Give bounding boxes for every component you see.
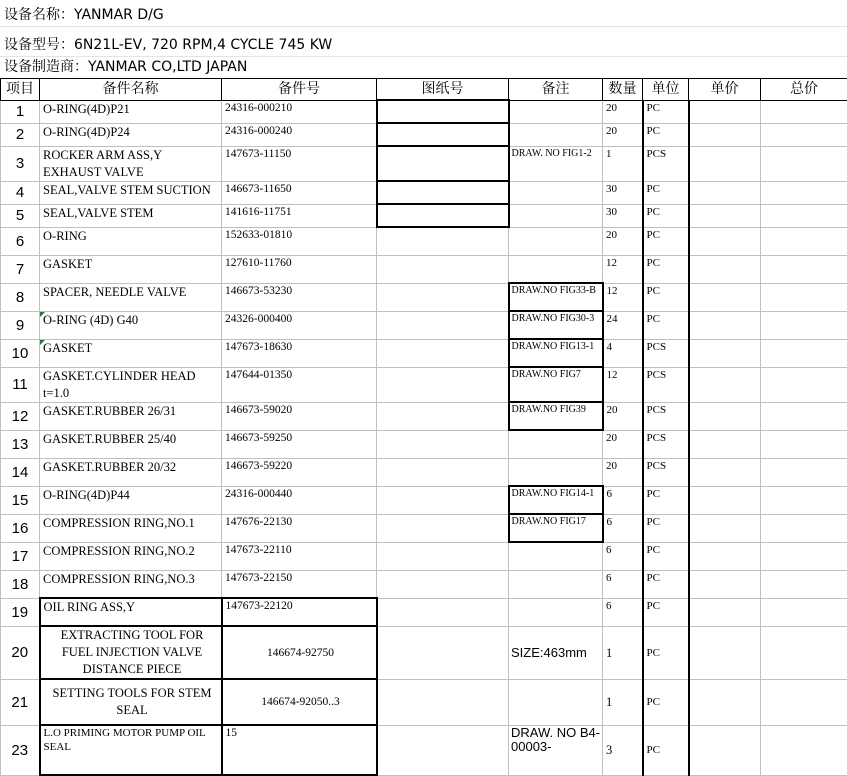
drawing-number-cell[interactable] xyxy=(377,204,509,227)
part-name-cell[interactable]: O-RING xyxy=(40,227,222,255)
quantity-cell[interactable]: 3 xyxy=(603,725,643,775)
item-no-cell[interactable]: 4 xyxy=(1,181,40,204)
part-name-cell[interactable]: GASKET.CYLINDER HEAD t=1.0 xyxy=(40,367,222,402)
remark-cell[interactable] xyxy=(509,123,603,146)
col-header-quantity: 数量 xyxy=(603,79,643,101)
quantity-cell[interactable]: 1 xyxy=(603,626,643,679)
comment-marker-icon[interactable] xyxy=(40,312,45,317)
unit-price-cell[interactable] xyxy=(689,514,761,542)
item-no-cell[interactable]: 19 xyxy=(1,598,40,626)
total-price-cell[interactable] xyxy=(761,570,847,598)
unit-price-cell[interactable] xyxy=(689,100,761,123)
drawing-number-cell[interactable] xyxy=(377,339,509,367)
quantity-cell[interactable]: 20 xyxy=(603,123,643,146)
table-row xyxy=(1,598,847,626)
table-row xyxy=(1,204,847,227)
part-number-cell[interactable]: 147673-22150 xyxy=(222,570,377,598)
total-price-cell[interactable] xyxy=(761,725,847,775)
part-number-cell[interactable]: 15 xyxy=(222,725,377,775)
part-number-cell[interactable]: 24316-000240 xyxy=(222,123,377,146)
remark-cell[interactable] xyxy=(509,598,603,626)
manufacturer-row xyxy=(0,56,847,78)
unit-price-cell[interactable] xyxy=(689,626,761,679)
drawing-number-cell[interactable] xyxy=(377,146,509,181)
remark-cell[interactable] xyxy=(509,227,603,255)
part-number-cell[interactable]: 147673-22110 xyxy=(222,542,377,570)
table-row xyxy=(1,402,847,430)
unit-cell[interactable]: PC xyxy=(643,486,689,514)
unit-cell[interactable]: PC xyxy=(643,311,689,339)
total-price-cell[interactable] xyxy=(761,542,847,570)
unit-price-cell[interactable] xyxy=(689,598,761,626)
equipment-name-row xyxy=(0,4,847,27)
remark-cell[interactable] xyxy=(509,430,603,458)
part-number-cell[interactable]: 146674-92750 xyxy=(222,626,377,679)
item-no-cell[interactable]: 14 xyxy=(1,458,40,486)
drawing-number-cell[interactable] xyxy=(377,679,509,725)
part-number-cell[interactable]: 146673-59220 xyxy=(222,458,377,486)
part-name-cell[interactable]: L.O PRIMING MOTOR PUMP OIL SEAL xyxy=(40,725,222,775)
drawing-number-cell[interactable] xyxy=(377,458,509,486)
unit-price-cell[interactable] xyxy=(689,542,761,570)
table-row xyxy=(1,100,847,123)
quantity-cell[interactable]: 4 xyxy=(603,339,643,367)
remark-cell[interactable]: DRAW.NO FIG13-1 xyxy=(509,339,603,367)
unit-price-cell[interactable] xyxy=(689,402,761,430)
remark-cell[interactable] xyxy=(509,255,603,283)
part-name-cell[interactable]: GASKET xyxy=(40,339,222,367)
item-no-cell[interactable]: 9 xyxy=(1,311,40,339)
unit-cell[interactable]: PC xyxy=(643,100,689,123)
equipment-model: 设备型号：6N21L-EV, 720 RPM,4 CYCLE 745 KW xyxy=(0,37,332,53)
remark-cell[interactable]: DRAW.NO FIG7 xyxy=(509,367,603,402)
remark-cell[interactable] xyxy=(509,679,603,725)
item-no-cell[interactable]: 10 xyxy=(1,339,40,367)
equipment-name: 设备名称：YANMAR D/G xyxy=(0,7,164,23)
drawing-number-cell[interactable] xyxy=(377,570,509,598)
unit-cell[interactable]: PCS xyxy=(643,402,689,430)
table-row xyxy=(1,458,847,486)
quantity-cell[interactable]: 1 xyxy=(603,679,643,725)
table-row xyxy=(1,542,847,570)
quantity-cell[interactable]: 30 xyxy=(603,204,643,227)
unit-cell[interactable]: PC xyxy=(643,227,689,255)
item-no-cell[interactable]: 12 xyxy=(1,402,40,430)
item-no-cell[interactable]: 1 xyxy=(1,100,40,123)
item-no-cell[interactable]: 21 xyxy=(1,679,40,725)
remark-cell[interactable] xyxy=(509,458,603,486)
drawing-number-cell[interactable] xyxy=(377,181,509,204)
part-number-cell[interactable]: 24316-000440 xyxy=(222,486,377,514)
drawing-number-cell[interactable] xyxy=(377,402,509,430)
item-no-cell[interactable]: 7 xyxy=(1,255,40,283)
part-name-cell[interactable]: GASKET.RUBBER 20/32 xyxy=(40,458,222,486)
drawing-number-cell[interactable] xyxy=(377,542,509,570)
drawing-number-cell[interactable] xyxy=(377,283,509,311)
item-no-cell[interactable]: 23 xyxy=(1,725,40,775)
col-header-item-no: 项目 xyxy=(1,79,40,101)
total-price-cell[interactable] xyxy=(761,430,847,458)
total-price-cell[interactable] xyxy=(761,626,847,679)
remark-cell[interactable] xyxy=(509,542,603,570)
unit-cell[interactable]: PC xyxy=(643,542,689,570)
equipment-model-row xyxy=(0,34,847,57)
unit-cell[interactable]: PC xyxy=(643,570,689,598)
total-price-cell[interactable] xyxy=(761,227,847,255)
part-name-cell[interactable]: COMPRESSION RING,NO.3 xyxy=(40,570,222,598)
table-row xyxy=(1,146,847,181)
part-name-cell[interactable]: SPACER, NEEDLE VALVE xyxy=(40,283,222,311)
table-row xyxy=(1,123,847,146)
item-no-cell[interactable]: 18 xyxy=(1,570,40,598)
total-price-cell[interactable] xyxy=(761,514,847,542)
unit-cell[interactable]: PC xyxy=(643,598,689,626)
part-name-cell[interactable]: ROCKER ARM ASS,Y EXHAUST VALVE xyxy=(40,146,222,181)
quantity-cell[interactable]: 6 xyxy=(603,598,643,626)
item-no-cell[interactable]: 3 xyxy=(1,146,40,181)
part-name-cell[interactable]: EXTRACTING TOOL FOR FUEL INJECTION VALVE DISTANCE PIECE xyxy=(40,626,222,679)
quantity-cell[interactable]: 12 xyxy=(603,367,643,402)
unit-price-cell[interactable] xyxy=(689,227,761,255)
drawing-number-cell[interactable] xyxy=(377,100,509,123)
total-price-cell[interactable] xyxy=(761,339,847,367)
table-row xyxy=(1,311,847,339)
part-number-cell[interactable]: 146673-53230 xyxy=(222,283,377,311)
quantity-cell[interactable]: 12 xyxy=(603,283,643,311)
remark-cell[interactable] xyxy=(509,570,603,598)
drawing-number-cell[interactable] xyxy=(377,311,509,339)
unit-cell[interactable]: PC xyxy=(643,204,689,227)
quantity-cell[interactable]: 20 xyxy=(603,458,643,486)
total-price-cell[interactable] xyxy=(761,311,847,339)
part-name-cell[interactable]: OIL RING ASS,Y xyxy=(40,598,222,626)
part-name-cell[interactable]: O-RING(4D)P21 xyxy=(40,100,222,123)
total-price-cell[interactable] xyxy=(761,402,847,430)
part-number-cell[interactable]: 147673-11150 xyxy=(222,146,377,181)
unit-price-cell[interactable] xyxy=(689,283,761,311)
table-row xyxy=(1,255,847,283)
unit-price-cell[interactable] xyxy=(689,725,761,775)
drawing-number-cell[interactable] xyxy=(377,626,509,679)
unit-price-cell[interactable] xyxy=(689,123,761,146)
item-no-cell[interactable]: 13 xyxy=(1,430,40,458)
table-row xyxy=(1,430,847,458)
unit-cell[interactable]: PCS xyxy=(643,458,689,486)
drawing-number-cell[interactable] xyxy=(377,598,509,626)
quantity-cell[interactable]: 6 xyxy=(603,570,643,598)
remark-cell[interactable]: DRAW. NO FIG1-2 xyxy=(509,146,603,181)
table-row xyxy=(1,679,847,725)
part-name-cell[interactable]: O-RING(4D)P24 xyxy=(40,123,222,146)
part-name-cell[interactable]: O-RING (4D) G40 xyxy=(40,311,222,339)
quantity-cell[interactable]: 20 xyxy=(603,227,643,255)
table-row xyxy=(1,339,847,367)
unit-price-cell[interactable] xyxy=(689,204,761,227)
table-row xyxy=(1,570,847,598)
col-header-remark: 备注 xyxy=(509,79,603,101)
quantity-cell[interactable]: 20 xyxy=(603,430,643,458)
drawing-number-cell[interactable] xyxy=(377,255,509,283)
item-no-cell[interactable]: 2 xyxy=(1,123,40,146)
col-header-part-name: 备件名称 xyxy=(40,79,222,101)
drawing-number-cell[interactable] xyxy=(377,227,509,255)
part-number-cell[interactable]: 152633-01810 xyxy=(222,227,377,255)
part-name-cell[interactable]: COMPRESSION RING,NO.1 xyxy=(40,514,222,542)
quantity-cell[interactable]: 20 xyxy=(603,402,643,430)
drawing-number-cell[interactable] xyxy=(377,514,509,542)
part-name-cell[interactable]: GASKET.RUBBER 25/40 xyxy=(40,430,222,458)
unit-cell[interactable]: PC xyxy=(643,626,689,679)
total-price-cell[interactable] xyxy=(761,486,847,514)
quantity-cell[interactable]: 6 xyxy=(603,514,643,542)
unit-cell[interactable]: PC xyxy=(643,725,689,775)
remark-cell[interactable]: DRAW.NO FIG14-1 xyxy=(509,486,603,514)
unit-price-cell[interactable] xyxy=(689,146,761,181)
table-row xyxy=(1,725,847,775)
remark-cell[interactable]: DRAW.NO FIG39 xyxy=(509,402,603,430)
part-number-cell[interactable]: 146674-92050..3 xyxy=(222,679,377,725)
unit-cell[interactable]: PC xyxy=(643,255,689,283)
unit-price-cell[interactable] xyxy=(689,339,761,367)
unit-cell[interactable]: PCS xyxy=(643,146,689,181)
item-no-cell[interactable]: 5 xyxy=(1,204,40,227)
col-header-unit: 单位 xyxy=(643,79,689,101)
unit-price-cell[interactable] xyxy=(689,486,761,514)
drawing-number-cell[interactable] xyxy=(377,486,509,514)
total-price-cell[interactable] xyxy=(761,181,847,204)
remark-cell[interactable]: SIZE:463mm xyxy=(509,626,603,679)
drawing-number-cell[interactable] xyxy=(377,430,509,458)
part-name-cell[interactable]: O-RING(4D)P44 xyxy=(40,486,222,514)
part-number-cell[interactable]: 24316-000210 xyxy=(222,100,377,123)
col-header-total-price: 总价 xyxy=(761,79,847,101)
table-row xyxy=(1,227,847,255)
table-row xyxy=(1,486,847,514)
unit-price-cell[interactable] xyxy=(689,570,761,598)
part-number-cell[interactable]: 146673-59250 xyxy=(222,430,377,458)
part-name-cell[interactable]: SEAL,VALVE STEM xyxy=(40,204,222,227)
part-number-cell[interactable]: 141616-11751 xyxy=(222,204,377,227)
part-number-cell[interactable]: 147644-01350 xyxy=(222,367,377,402)
total-price-cell[interactable] xyxy=(761,283,847,311)
total-price-cell[interactable] xyxy=(761,146,847,181)
manufacturer: 设备制造商：YANMAR CO,LTD JAPAN xyxy=(0,59,247,75)
col-header-unit-price: 单价 xyxy=(689,79,761,101)
part-number-cell[interactable]: 147673-18630 xyxy=(222,339,377,367)
table-header-row xyxy=(1,79,847,101)
remark-cell[interactable] xyxy=(509,100,603,123)
quantity-cell[interactable]: 24 xyxy=(603,311,643,339)
quantity-cell[interactable]: 6 xyxy=(603,542,643,570)
unit-cell[interactable]: PC xyxy=(643,181,689,204)
item-no-cell[interactable]: 17 xyxy=(1,542,40,570)
part-name-cell[interactable]: COMPRESSION RING,NO.2 xyxy=(40,542,222,570)
remark-cell[interactable]: DRAW.NO FIG17 xyxy=(509,514,603,542)
unit-price-cell[interactable] xyxy=(689,679,761,725)
quantity-cell[interactable]: 6 xyxy=(603,486,643,514)
table-row xyxy=(1,514,847,542)
total-price-cell[interactable] xyxy=(761,204,847,227)
table-row xyxy=(1,283,847,311)
item-no-cell[interactable]: 15 xyxy=(1,486,40,514)
unit-cell[interactable]: PCS xyxy=(643,339,689,367)
unit-cell[interactable]: PC xyxy=(643,283,689,311)
table-row xyxy=(1,367,847,402)
item-no-cell[interactable]: 16 xyxy=(1,514,40,542)
unit-cell[interactable]: PCS xyxy=(643,367,689,402)
part-number-cell[interactable]: 127610-11760 xyxy=(222,255,377,283)
part-name-cell[interactable]: SEAL,VALVE STEM SUCTION xyxy=(40,181,222,204)
item-no-cell[interactable]: 20 xyxy=(1,626,40,679)
total-price-cell[interactable] xyxy=(761,679,847,725)
item-no-cell[interactable]: 11 xyxy=(1,367,40,402)
drawing-number-cell[interactable] xyxy=(377,725,509,775)
unit-price-cell[interactable] xyxy=(689,311,761,339)
total-price-cell[interactable] xyxy=(761,100,847,123)
quantity-cell[interactable]: 12 xyxy=(603,255,643,283)
table-row xyxy=(1,181,847,204)
comment-marker-icon[interactable] xyxy=(40,340,45,345)
unit-cell[interactable]: PC xyxy=(643,514,689,542)
total-price-cell[interactable] xyxy=(761,367,847,402)
remark-cell[interactable] xyxy=(509,204,603,227)
total-price-cell[interactable] xyxy=(761,458,847,486)
part-number-cell[interactable]: 24326-000400 xyxy=(222,311,377,339)
drawing-number-cell[interactable] xyxy=(377,123,509,146)
part-name-cell[interactable]: SETTING TOOLS FOR STEM SEAL xyxy=(40,679,222,725)
quantity-cell[interactable]: 30 xyxy=(603,181,643,204)
unit-cell[interactable]: PC xyxy=(643,679,689,725)
item-no-cell[interactable]: 8 xyxy=(1,283,40,311)
drawing-number-cell[interactable] xyxy=(377,367,509,402)
total-price-cell[interactable] xyxy=(761,123,847,146)
part-number-cell[interactable]: 146673-59020 xyxy=(222,402,377,430)
unit-price-cell[interactable] xyxy=(689,367,761,402)
col-header-part-number: 备件号 xyxy=(222,79,377,101)
item-no-cell[interactable]: 6 xyxy=(1,227,40,255)
part-name-cell[interactable]: GASKET xyxy=(40,255,222,283)
part-name-cell[interactable]: GASKET.RUBBER 26/31 xyxy=(40,402,222,430)
part-number-cell[interactable]: 147676-22130 xyxy=(222,514,377,542)
part-number-cell[interactable]: 147673-22120 xyxy=(222,598,377,626)
part-number-cell[interactable]: 146673-11650 xyxy=(222,181,377,204)
col-header-drawing-number: 图纸号 xyxy=(377,79,509,101)
quantity-cell[interactable]: 1 xyxy=(603,146,643,181)
remark-cell[interactable] xyxy=(509,181,603,204)
remark-cell[interactable]: DRAW. NO B4-00003- xyxy=(509,725,603,775)
spare-parts-table xyxy=(0,78,847,776)
unit-price-cell[interactable] xyxy=(689,181,761,204)
unit-price-cell[interactable] xyxy=(689,430,761,458)
quantity-cell[interactable]: 20 xyxy=(603,100,643,123)
unit-cell[interactable]: PC xyxy=(643,123,689,146)
table-row xyxy=(1,626,847,679)
remark-cell[interactable]: DRAW.NO FIG30-3 xyxy=(509,311,603,339)
unit-cell[interactable]: PCS xyxy=(643,430,689,458)
unit-price-cell[interactable] xyxy=(689,458,761,486)
unit-price-cell[interactable] xyxy=(689,255,761,283)
total-price-cell[interactable] xyxy=(761,598,847,626)
total-price-cell[interactable] xyxy=(761,255,847,283)
remark-cell[interactable]: DRAW.NO FIG33-B xyxy=(509,283,603,311)
